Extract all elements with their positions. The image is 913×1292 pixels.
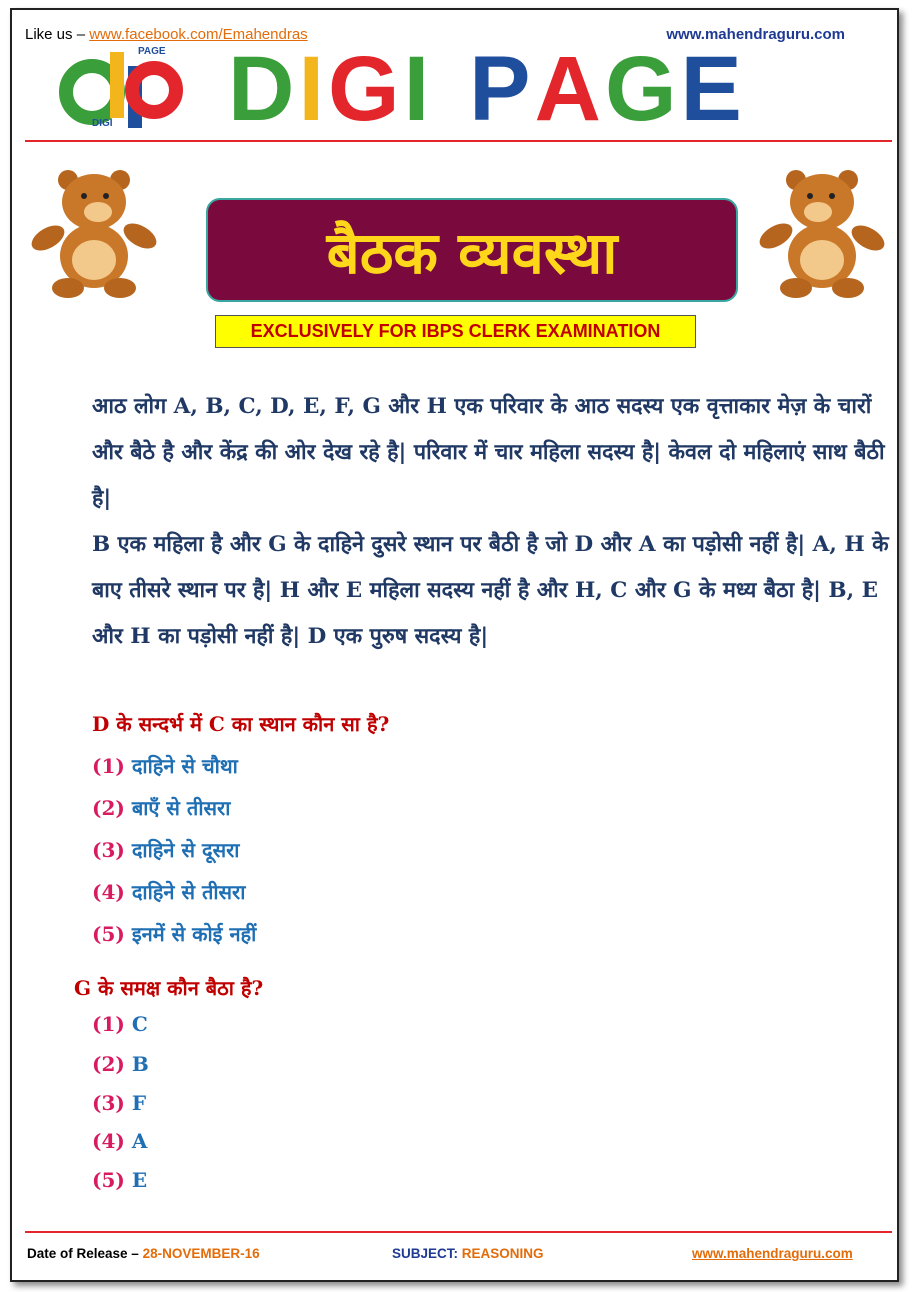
option-row xyxy=(92,920,256,947)
option-row xyxy=(92,1168,147,1192)
option-text: दाहिने से तीसरा xyxy=(131,880,246,904)
footer-divider xyxy=(25,1231,892,1233)
option-number: (3) xyxy=(92,1091,125,1115)
option-number: (4) xyxy=(92,1129,125,1153)
option-text: दाहिने से दूसरा xyxy=(131,838,240,862)
option-text: F xyxy=(131,1091,147,1115)
banner-letter: D xyxy=(228,38,299,140)
date-value: 28-NOVEMBER-16 xyxy=(142,1246,260,1261)
banner-letter: I xyxy=(298,38,329,140)
question-1: D के सन्दर्भ में C का स्थान कौन सा है? xyxy=(92,712,390,736)
subtitle-box: EXCLUSIVELY FOR IBPS CLERK EXAMINATION xyxy=(215,315,696,348)
option-number: (1) xyxy=(92,1012,125,1036)
subject-value: REASONING xyxy=(461,1246,544,1261)
option-text: A xyxy=(131,1129,148,1153)
banner-letter: G xyxy=(328,38,404,140)
option-row xyxy=(92,1052,149,1076)
banner-letter: E xyxy=(680,38,746,140)
option-text: C xyxy=(131,1012,148,1036)
option-number: (4) xyxy=(92,880,125,904)
digi-page-banner xyxy=(228,38,746,140)
dp-logo-icon xyxy=(52,42,192,128)
page-title: बैठक व्यवस्था xyxy=(326,218,618,287)
release-date xyxy=(27,1246,260,1261)
like-us-label: Like us – xyxy=(25,26,86,43)
logo-bottom-text: DIGI xyxy=(92,118,113,128)
banner-letter: A xyxy=(534,38,605,140)
option-number: (2) xyxy=(92,1052,125,1076)
option-number: (1) xyxy=(92,754,125,778)
banner-letter: I xyxy=(403,38,434,140)
passage-paragraph: B एक महिला है और G के दाहिने दुसरे स्थान पर बैठी है जो D और A का पड़ोसी नहीं है| A, H के बाए तीसरे स्थान पर है| H और E महिला सदस्य नहीं है और H, C और G के मध्य बैठा है| B, E और H का पड़ोसी नहीं है| D एक पुरुष सदस्य है| xyxy=(92,532,889,649)
option-row xyxy=(92,1129,147,1153)
banner-letter: P xyxy=(469,38,535,140)
subject-label: SUBJECT: xyxy=(392,1246,459,1261)
option-row xyxy=(92,836,239,863)
option-text: E xyxy=(131,1168,148,1192)
logo-top-text: PAGE xyxy=(138,46,166,57)
option-row xyxy=(92,1091,146,1115)
option-number: (2) xyxy=(92,796,125,820)
subject-info xyxy=(392,1246,544,1261)
option-number: (5) xyxy=(92,1168,125,1192)
question-2: G के समक्ष कौन बैठा है? xyxy=(74,976,264,1000)
facebook-link[interactable]: www.facebook.com/Emahendras xyxy=(89,26,308,43)
option-text: B xyxy=(131,1052,149,1076)
date-label: Date of Release – xyxy=(27,1246,139,1261)
passage-paragraph: आठ लोग A, B, C, D, E, F, G और H एक परिवार के आठ सदस्य एक वृत्ताकार मेज़ के चारों और बैठे है और केंद्र की ओर देख रहे है| परिवार में चार महिला सदस्य है| केवल दो महिलाएं साथ बैठी है| xyxy=(92,394,885,511)
option-text: बाएँ से तीसरा xyxy=(131,796,231,820)
option-row xyxy=(92,1012,148,1036)
site-url-footer[interactable]: www.mahendraguru.com xyxy=(692,1246,853,1261)
header-divider xyxy=(25,140,892,142)
option-row xyxy=(92,878,245,905)
option-row xyxy=(92,752,238,779)
option-number: (5) xyxy=(92,922,125,946)
site-url-top[interactable]: www.mahendraguru.com xyxy=(666,26,845,43)
teddy-bear-icon xyxy=(756,168,886,298)
title-box xyxy=(206,198,738,302)
option-text: दाहिने से चौथा xyxy=(131,754,238,778)
option-row xyxy=(92,794,230,821)
banner-letter: G xyxy=(604,38,681,140)
option-number: (3) xyxy=(92,838,125,862)
question-passage xyxy=(92,384,892,660)
option-text: इनमें से कोई नहीं xyxy=(131,922,257,946)
teddy-bear-icon xyxy=(28,168,158,298)
